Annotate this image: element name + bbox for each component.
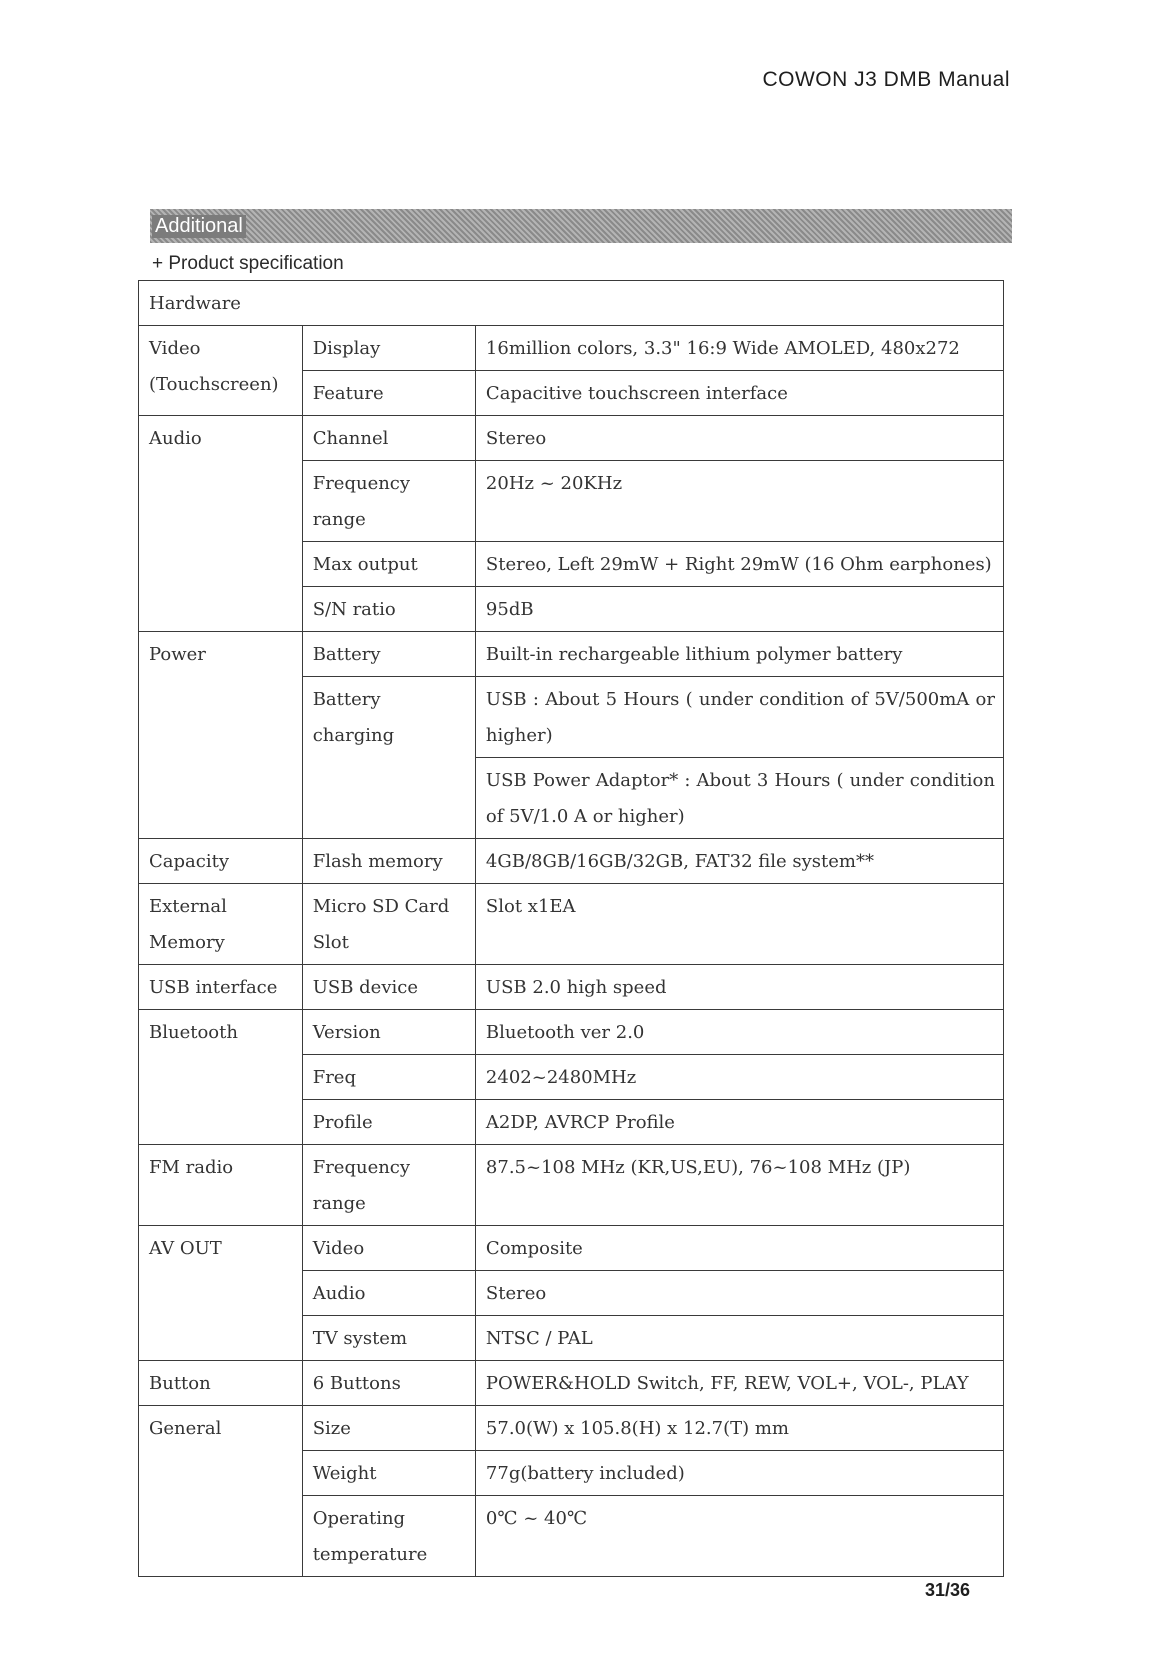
value-cell: Capacitive touchscreen interface [475,371,1003,416]
value-cell: Composite [475,1226,1003,1271]
label-cell: Video [302,1226,475,1271]
label-cell: Audio [302,1271,475,1316]
value-cell: USB : About 5 Hours ( under condition of 5V/500mA or higher) [475,677,1003,758]
group-cell: Button [139,1361,303,1406]
label-cell: TV system [302,1316,475,1361]
table-row [139,1145,1004,1226]
label-cell: Frequency range [302,461,475,542]
value-cell: Stereo, Left 29mW + Right 29mW (16 Ohm earphones) [475,542,1003,587]
value-cell: Bluetooth ver 2.0 [475,1010,1003,1055]
page-number: 31/36 [924,1580,970,1600]
table-row [139,965,1004,1010]
value-cell: Stereo [475,416,1003,461]
value-cell: Slot x1EA [475,884,1003,965]
section-header-bar [150,209,1012,243]
table-row [139,1406,1004,1451]
table-row [139,839,1004,884]
label-cell: Profile [302,1100,475,1145]
value-cell: USB 2.0 high speed [475,965,1003,1010]
group-cell: USB interface [139,965,303,1010]
label-cell: Feature [302,371,475,416]
value-cell: Built-in rechargeable lithium polymer battery [475,632,1003,677]
subsection-title: + Product specification [152,253,344,274]
value-cell: 16million colors, 3.3" 16:9 Wide AMOLED, 480x272 [475,326,1003,371]
table-row [139,326,1004,371]
table-heading: Hardware [139,281,1004,326]
table-row [139,884,1004,965]
group-cell: Video (Touchscreen) [139,326,303,416]
value-cell: POWER&HOLD Switch, FF, REW, VOL+, VOL-, PLAY [475,1361,1003,1406]
table-row [139,1010,1004,1055]
label-cell: 6 Buttons [302,1361,475,1406]
value-cell: 20Hz ~ 20KHz [475,461,1003,542]
label-cell: Micro SD Card Slot [302,884,475,965]
value-cell: 0℃ ~ 40℃ [475,1496,1003,1577]
section-header-label: Additional [152,215,246,238]
value-cell: USB Power Adaptor* : About 3 Hours ( under condition of 5V/1.0 A or higher) [475,758,1003,839]
group-cell: FM radio [139,1145,303,1226]
label-cell: Size [302,1406,475,1451]
label-cell: Weight [302,1451,475,1496]
value-cell: 4GB/8GB/16GB/32GB, FAT32 file system** [475,839,1003,884]
value-cell: Stereo [475,1271,1003,1316]
value-cell: 57.0(W) x 105.8(H) x 12.7(T) mm [475,1406,1003,1451]
table-row [139,1226,1004,1271]
table-row [139,1361,1004,1406]
value-cell: 87.5~108 MHz (KR,US,EU), 76~108 MHz (JP) [475,1145,1003,1226]
label-cell: S/N ratio [302,587,475,632]
group-cell: Capacity [139,839,303,884]
group-cell: Power [139,632,303,839]
table-heading-row [139,281,1004,326]
label-cell: Frequency range [302,1145,475,1226]
label-cell: Flash memory [302,839,475,884]
value-cell: 2402~2480MHz [475,1055,1003,1100]
label-cell: Battery charging [302,677,475,839]
label-cell: Display [302,326,475,371]
label-cell: Operating temperature [302,1496,475,1577]
value-cell: A2DP, AVRCP Profile [475,1100,1003,1145]
value-cell: 95dB [475,587,1003,632]
value-cell: 77g(battery included) [475,1451,1003,1496]
group-cell: Audio [139,416,303,632]
group-cell: AV OUT [139,1226,303,1361]
table-row [139,416,1004,461]
table-row [139,632,1004,677]
group-cell: External Memory [139,884,303,965]
label-cell: Version [302,1010,475,1055]
group-cell: Bluetooth [139,1010,303,1145]
label-cell: Battery [302,632,475,677]
label-cell: Freq [302,1055,475,1100]
specification-table [138,280,1004,1577]
label-cell: Channel [302,416,475,461]
manual-title: COWON J3 DMB Manual [762,68,1010,91]
group-cell: General [139,1406,303,1577]
value-cell: NTSC / PAL [475,1316,1003,1361]
label-cell: USB device [302,965,475,1010]
label-cell: Max output [302,542,475,587]
